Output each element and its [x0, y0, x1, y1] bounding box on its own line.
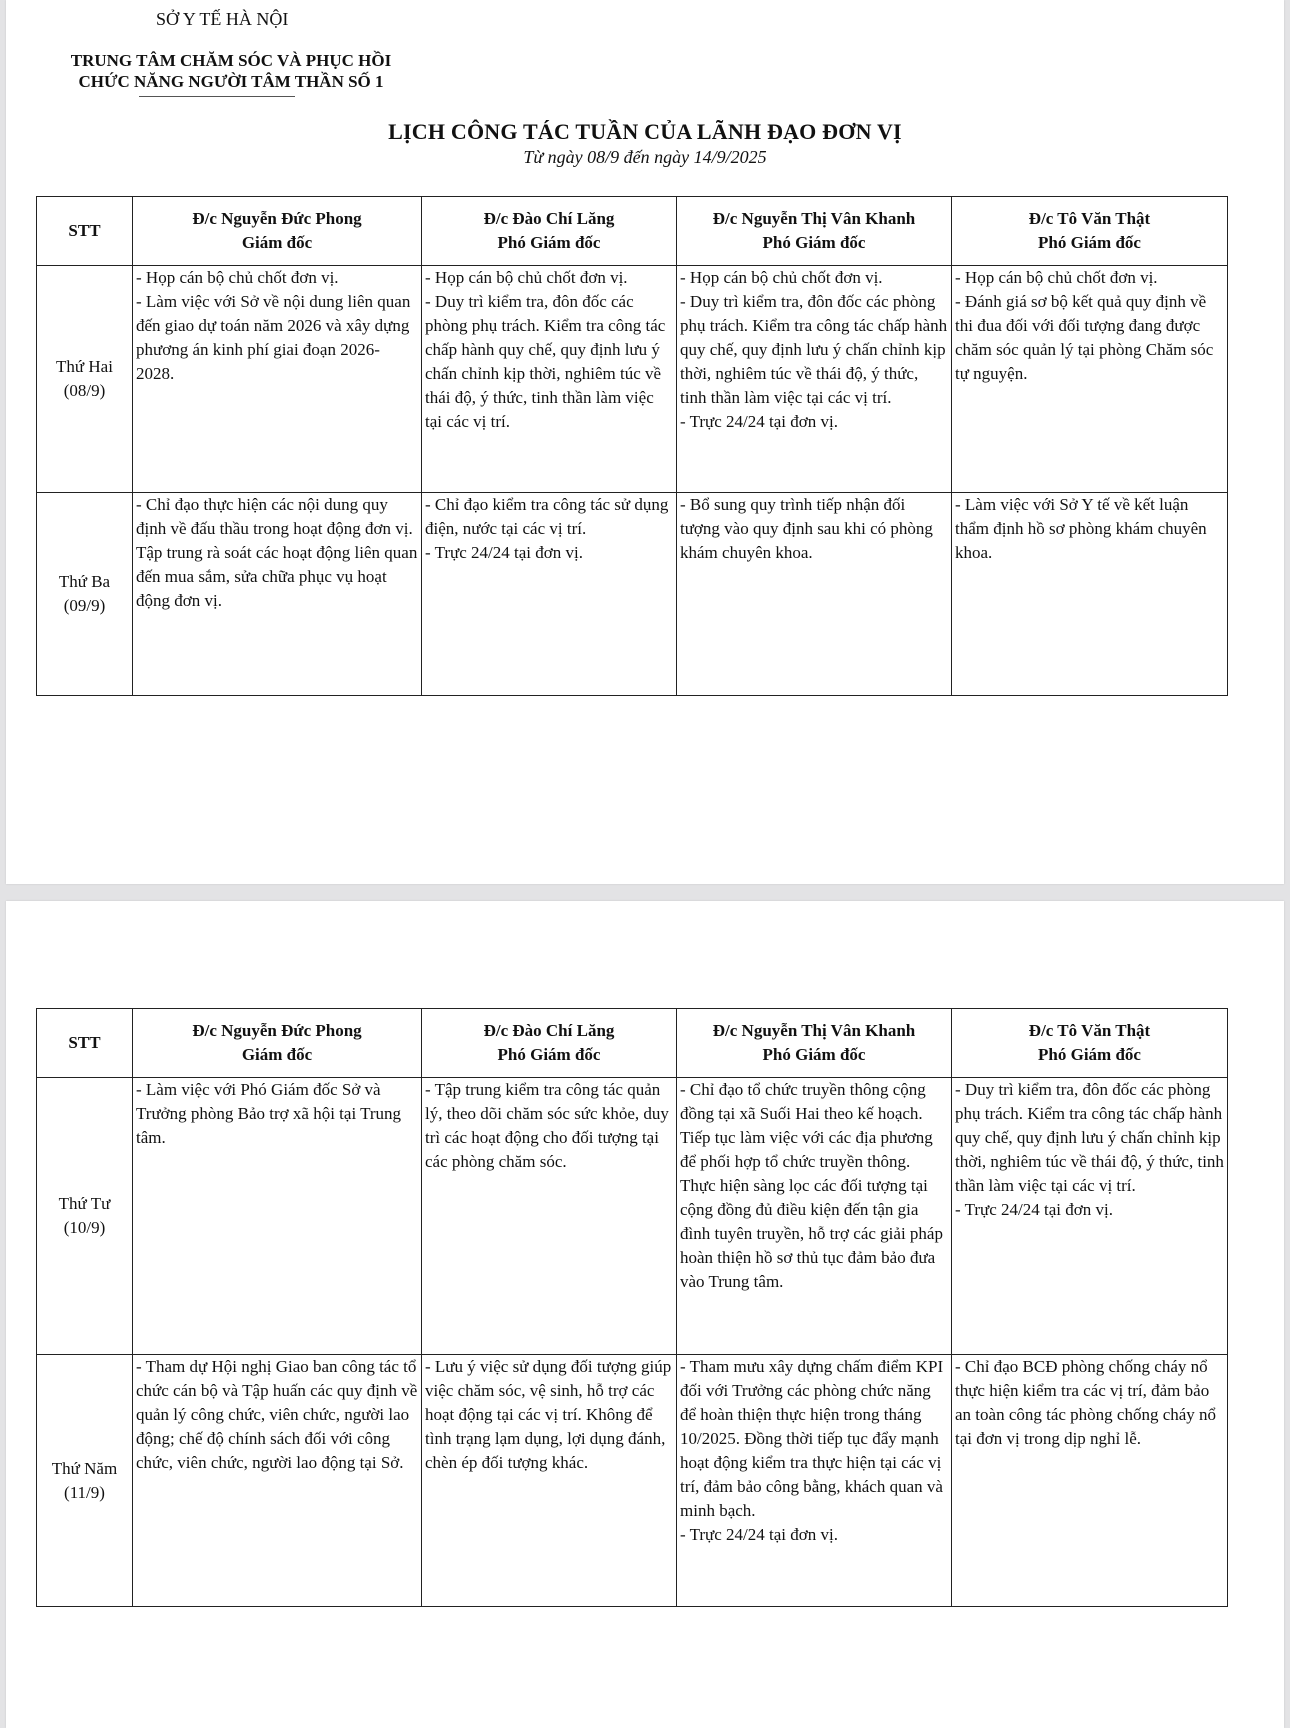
task-cell [133, 493, 422, 696]
task-cell [952, 1078, 1228, 1355]
col-header-leader [133, 1009, 422, 1078]
task-line: - Chỉ đạo tổ chức truyền thông cộng đồng tại xã Suối Hai theo kế hoạch. Tiếp tục làm việc với các địa phương để phối hợp tổ chức truyền thông. Thực hiện sàng lọc các đối tượng tại cộng đồng đủ điều kiện đến tận gia đình tuyên truyền, hỗ trợ các giải pháp hoàn thiện hồ sơ thủ tục đảm bảo đưa vào Trung tâm. [680, 1080, 943, 1291]
task-line: - Duy trì kiểm tra, đôn đốc các phòng phụ trách. Kiểm tra công tác chấp hành quy chế, quy định lưu ý chấn chỉnh kịp thời, nghiêm túc về thái độ, ý thức, tinh thần làm việc tại các vị trí. [680, 292, 948, 407]
task-line: - Duy trì kiểm tra, đôn đốc các phòng phụ trách. Kiểm tra công tác chấp hành quy chế, quy định lưu ý chấn chỉnh kịp thời, nghiêm túc về thái độ, ý thức, tinh thần làm việc tại các vị trí. [955, 1080, 1224, 1195]
task-cell [677, 1355, 952, 1607]
table-row [37, 1355, 1228, 1607]
table-row [37, 266, 1228, 493]
task-cell [952, 266, 1228, 493]
header-underline [139, 96, 295, 97]
leader-role: Phó Giám đốc [762, 233, 866, 252]
table-row [37, 493, 1228, 696]
leader-name: Đ/c Nguyễn Đức Phong [192, 1021, 362, 1040]
task-cell [952, 1355, 1228, 1607]
table-header-row [37, 197, 1228, 266]
table-row [37, 1078, 1228, 1355]
leader-role: Phó Giám đốc [762, 1045, 866, 1064]
task-cell [677, 1078, 952, 1355]
task-cell [677, 493, 952, 696]
center-name-line-1: TRUNG TÂM CHĂM SÓC VÀ PHỤC HỒI [70, 51, 392, 70]
schedule-title: LỊCH CÔNG TÁC TUẦN CỦA LÃNH ĐẠO ĐƠN VỊ [388, 119, 902, 144]
task-cell [952, 493, 1228, 696]
leader-name: Đ/c Nguyễn Đức Phong [192, 209, 362, 228]
day-name: Thứ Năm [51, 1458, 118, 1478]
col-header-leader [677, 1009, 952, 1078]
center-name-line-2: CHỨC NĂNG NGƯỜI TÂM THẦN SỐ 1 [78, 72, 384, 91]
task-line: - Tham dự Hội nghị Giao ban công tác tổ chức cán bộ và Tập huấn các quy định về quản lý công chức, viên chức, người lao động; chế độ chính sách đối với công chức, viên chức, người lao động tại Sở. [136, 1357, 418, 1472]
schedule-table-page-2 [36, 1008, 1228, 1607]
task-line: - Họp cán bộ chủ chốt đơn vị. [425, 268, 628, 287]
day-date: (11/9) [64, 1482, 105, 1502]
document-page-2 [6, 901, 1284, 1728]
task-line: - Trực 24/24 tại đơn vị. [680, 1525, 838, 1544]
col-header-leader [952, 1009, 1228, 1078]
col-header-leader [677, 197, 952, 266]
task-line: - Lưu ý việc sử dụng đối tượng giúp việc chăm sóc, vệ sinh, hỗ trợ các hoạt động tại các vị trí. Không để tình trạng lạm dụng, lợi dụng đánh, chèn ép đối tượng khác. [425, 1357, 672, 1472]
task-cell [422, 493, 677, 696]
leader-name: Đ/c Nguyễn Thị Vân Khanh [712, 209, 916, 228]
schedule-date-range: Từ ngày 08/9 đến ngày 14/9/2025 [523, 147, 767, 167]
task-line: - Họp cán bộ chủ chốt đơn vị. [136, 268, 339, 287]
col-header-leader [952, 197, 1228, 266]
task-line: - Chỉ đạo kiểm tra công tác sử dụng điện, nước tại các vị trí. [425, 495, 669, 538]
col-header-stt: STT [37, 197, 133, 266]
leader-role: Phó Giám đốc [1038, 233, 1141, 252]
day-date: (10/9) [63, 1218, 106, 1237]
task-cell [133, 1355, 422, 1607]
col-header-leader [133, 197, 422, 266]
schedule-table-page-1 [36, 196, 1228, 696]
task-line: - Làm việc với Sở về nội dung liên quan đến giao dự toán năm 2026 và xây dựng phương án kinh phí giai đoạn 2026-2028. [136, 292, 411, 383]
task-line: - Duy trì kiểm tra, đôn đốc các phòng phụ trách. Kiểm tra công tác chấp hành quy chế, quy định lưu ý chấn chỉnh kịp thời, nghiêm túc về thái độ, ý thức, tinh thần làm việc tại các vị trí. [425, 292, 666, 431]
leader-name: Đ/c Đào Chí Lăng [483, 1021, 615, 1040]
task-line: - Làm việc với Sở Y tế về kết luận thẩm định hồ sơ phòng khám chuyên khoa. [955, 495, 1207, 562]
task-line: - Chỉ đạo BCĐ phòng chống cháy nổ thực hiện kiểm tra các vị trí, đảm bảo an toàn công tác phòng chống cháy nổ tại đơn vị trong dịp nghỉ lễ. [955, 1357, 1217, 1448]
leader-role: Phó Giám đốc [497, 233, 601, 252]
day-cell [37, 1078, 133, 1355]
task-line: - Bổ sung quy trình tiếp nhận đối tượng vào quy định sau khi có phòng khám chuyên khoa. [680, 495, 933, 562]
leader-role: Giám đốc [241, 233, 313, 252]
task-line: - Trực 24/24 tại đơn vị. [955, 1200, 1113, 1219]
leader-name: Đ/c Tô Văn Thật [1028, 209, 1151, 228]
task-cell [422, 1078, 677, 1355]
day-cell [37, 1355, 133, 1607]
task-line: - Họp cán bộ chủ chốt đơn vị. [955, 268, 1158, 287]
task-line: - Làm việc với Phó Giám đốc Sở và Trưởng phòng Bảo trợ xã hội tại Trung tâm. [136, 1080, 402, 1147]
col-header-stt: STT [37, 1009, 133, 1078]
center-name [46, 50, 416, 92]
task-cell [422, 1355, 677, 1607]
task-line: - Tham mưu xây dựng chấm điểm KPI đối với Trưởng các phòng chức năng để hoàn thiện thực hiện trong tháng 10/2025. Đồng thời tiếp tục đẩy mạnh hoạt động kiểm tra thực hiện tại các vị trí, đảm bảo công bằng, khách quan và minh bạch. [680, 1357, 944, 1520]
table-header-row [37, 1009, 1228, 1078]
leader-name: Đ/c Đào Chí Lăng [483, 209, 615, 228]
leader-role: Giám đốc [241, 1045, 313, 1064]
leader-name: Đ/c Nguyễn Thị Vân Khanh [712, 1021, 916, 1040]
day-cell [37, 493, 133, 696]
leader-name: Đ/c Tô Văn Thật [1028, 1021, 1151, 1040]
task-line: - Chỉ đạo thực hiện các nội dung quy định về đấu thầu trong hoạt động đơn vị. Tập trung rà soát các hoạt động liên quan đến mua sắm, sửa chữa phục vụ hoạt động đơn vị. [136, 495, 418, 610]
day-date: (09/9) [63, 596, 106, 615]
col-header-leader [422, 1009, 677, 1078]
task-cell [422, 266, 677, 493]
task-line: - Trực 24/24 tại đơn vị. [425, 543, 583, 562]
day-name: Thứ Ba [58, 572, 111, 591]
task-cell [133, 1078, 422, 1355]
task-line: - Họp cán bộ chủ chốt đơn vị. [680, 268, 883, 287]
day-cell [37, 266, 133, 493]
day-name: Thứ Tư [58, 1194, 111, 1213]
task-line: - Tập trung kiểm tra công tác quản lý, theo dõi chăm sóc sức khỏe, duy trì các hoạt động cho đối tượng tại các phòng chăm sóc. [425, 1080, 669, 1171]
leader-role: Phó Giám đốc [1038, 1045, 1141, 1064]
department-name: SỞ Y TẾ HÀ NỘI [156, 9, 289, 29]
day-date: (08/9) [63, 381, 106, 400]
task-cell [677, 266, 952, 493]
leader-role: Phó Giám đốc [497, 1045, 601, 1064]
task-cell [133, 266, 422, 493]
document-page-1 [6, 0, 1284, 884]
task-line: - Trực 24/24 tại đơn vị. [680, 412, 838, 431]
day-name: Thứ Hai [56, 357, 113, 376]
col-header-leader [422, 197, 677, 266]
task-line: - Đánh giá sơ bộ kết quả quy định về thi đua đối với đối tượng đang được chăm sóc quản lý tại phòng Chăm sóc tự nguyện. [955, 292, 1214, 383]
